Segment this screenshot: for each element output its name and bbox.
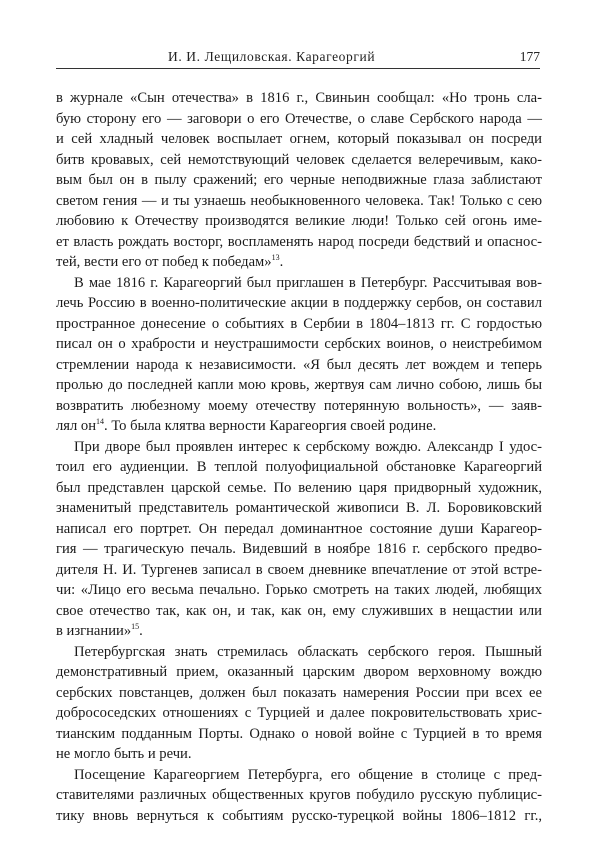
footnote-ref-14: 14 <box>96 417 105 426</box>
text-line-last <box>56 621 542 642</box>
text-line: возвратить любезному моему отечеству потерянную вольность», — заяв- <box>56 397 542 414</box>
text-line: тику вновь вернуться к событиям русско-турецкой войны 1806–1812 гг., <box>56 807 542 824</box>
text-line: лечь Россию в военно-политические акции в поддержку сербов, он составил <box>56 295 542 311</box>
text-fragment: . <box>279 254 284 270</box>
text-line: стремлении народа к независимости. «Я был десять лет вождем и теперь <box>56 356 542 373</box>
text-line: писал он о храбрости и неустрашимости сербских воинов, о неистребимом <box>56 336 542 352</box>
text-line: вым был он в пылу сражений; его черные неподвижные глаза заблистают <box>56 172 542 188</box>
text-line: тоил его аудиенции. В теплой полуофициальной обстановке Карагеоргий <box>56 459 542 475</box>
book-page <box>56 0 544 849</box>
text-line: знаменитый представитель романтической живописи В. Л. Боровиковский <box>56 500 542 516</box>
text-line: демонстративный прием, оказанный царским двором верховному вождю <box>56 664 542 680</box>
text-line: пространное донесение о событиях в Сербии в 1804–1813 гг. С гордостью <box>56 315 542 332</box>
text-line: тианским подданным Порты. Однако о новой войне с Турцией в то время <box>56 725 542 742</box>
text-line: и сей хладный человек воспылает огнем, который показывал он посреди <box>56 131 542 147</box>
text-fragment: . <box>139 623 143 639</box>
text-fragment: тей, вести его от побед к победам» <box>56 254 272 270</box>
text-line-last: не могло быть и речи. <box>56 746 192 762</box>
page-number: 177 <box>519 49 540 64</box>
running-header <box>56 46 540 69</box>
text-fragment: лял он <box>56 418 97 434</box>
text-line: сербских повстанцев, должен был показать намерения России при всех ее <box>56 684 542 701</box>
text-fragment: в изгнании» <box>56 623 132 639</box>
body-text <box>56 88 542 826</box>
text-line: добрососедских отношениях с Турцией и далее покровительствовать хрис- <box>56 705 542 721</box>
text-line: светом гения — и ты узнаешь необыкновенного человека. Так! Только с сею <box>56 192 542 209</box>
text-line: был представлен царской семье. По велению царя придворный художник, <box>56 479 542 496</box>
footnote-ref-13: 13 <box>271 253 280 262</box>
text-line: пролью до последней капли мою кровь, жертвуя сам лично собою, лишь бы <box>56 377 542 393</box>
text-line: битв кровавых, сей немотствующий человек сделается велеречивым, како- <box>56 151 542 168</box>
text-line-last <box>56 252 542 273</box>
text-line: дителя Н. И. Тургенев записал в своем дневнике впечатление от этой встре- <box>56 561 542 578</box>
text-line: написал его портрет. Он передал доминантное состояние души Карагеор- <box>56 520 542 537</box>
text-line: При дворе был проявлен интерес к сербскому вождю. Александр I удос- <box>74 438 542 455</box>
text-line: Петербургская знать стремилась обласкать сербского героя. Пышный <box>74 643 542 660</box>
text-line: ет власть рождать восторг, воспламенять народ посреди бедствий и опаснос- <box>56 233 542 250</box>
text-line: в журнале «Сын отечества» в 1816 г., Свиньин сообщал: «Но тронь сла- <box>56 90 542 106</box>
running-title: И. И. Лещиловская. Карагеоргий <box>168 49 376 64</box>
text-line: чи: «Лицо его весьма печально. Горько смотреть на таких людей, любящих <box>56 582 542 598</box>
text-line: Посещение Карагеоргием Петербурга, его общение в столице с пред- <box>74 766 542 783</box>
text-line: В мае 1816 г. Карагеоргий был приглашен в Петербург. Рассчитывая вов- <box>74 274 542 291</box>
text-line-last <box>56 416 542 437</box>
text-line: свое отечество так, как он, и так, как он, ему служивших в нещастии или <box>56 602 542 619</box>
text-line: любовию к Отечеству производятся великие люди! Только сей огонь име- <box>56 213 542 229</box>
text-line: гия — трагическую печаль. Видевший в ноябре 1816 г. сербского предво- <box>56 541 542 557</box>
footnote-ref-15: 15 <box>131 622 140 631</box>
text-line: бую сторону его — заговори о его Отечестве, о славе Сербского народа — <box>56 110 542 127</box>
text-fragment: . То была клятва верности Карагеоргия своей родине. <box>104 418 437 434</box>
text-line: ставителями различных общественных кругов побудило русскую публицис- <box>56 787 542 803</box>
